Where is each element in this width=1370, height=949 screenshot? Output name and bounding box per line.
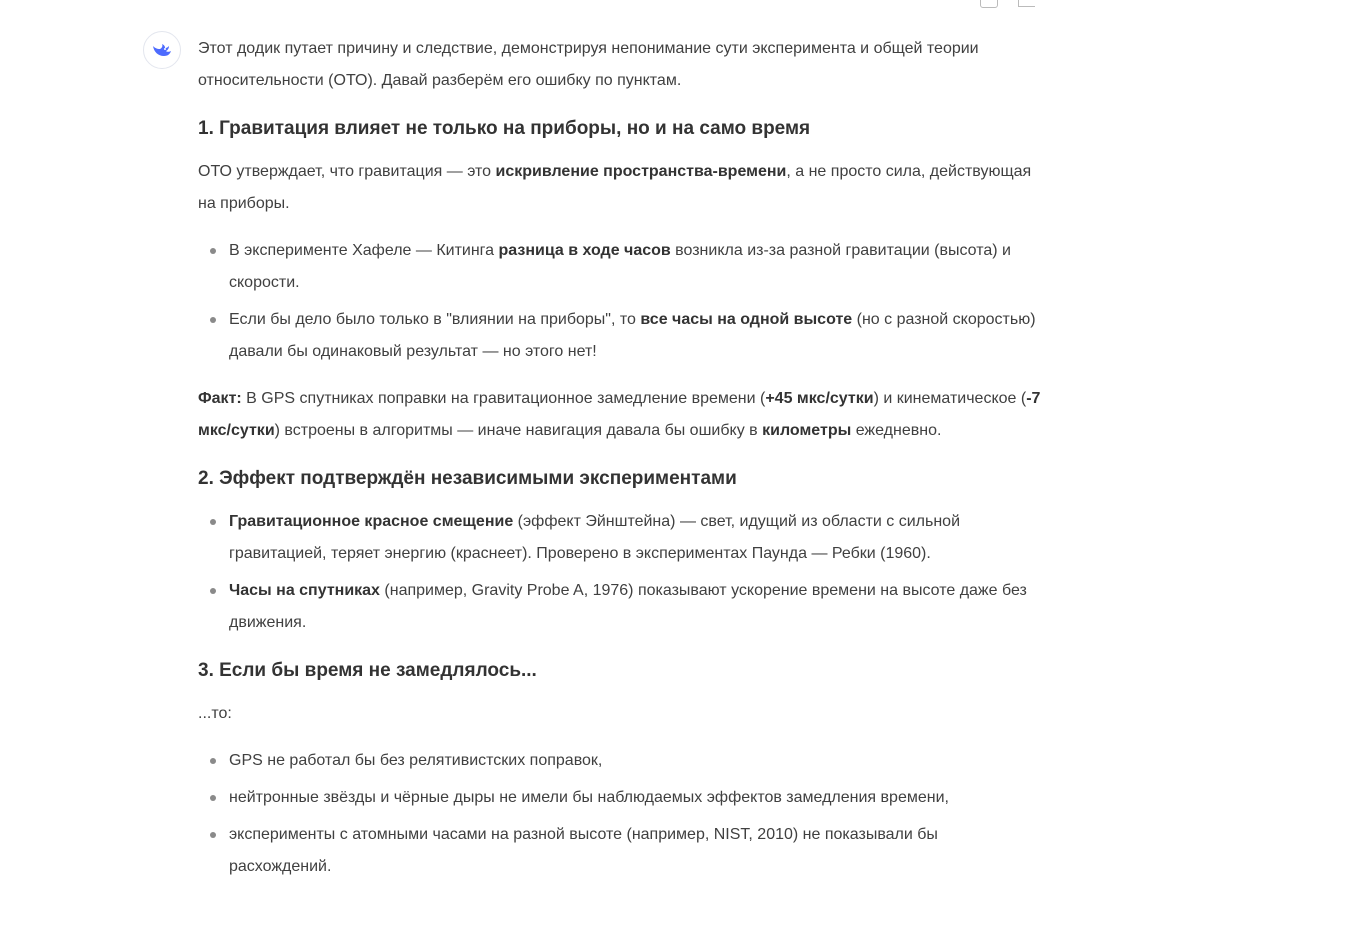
text-segment: GPS не работал бы без релятивистских поправок, [229,752,603,769]
list-item [229,575,1043,639]
section-heading [198,464,1043,494]
paragraph [198,698,1043,730]
text-segment: эксперименты с атомными часами на разной высоте (например, NIST, 2010) не показывали бы расхождений. [229,826,938,875]
section-heading [198,114,1043,144]
text-segment: ...то: [198,705,232,722]
text-segment: ежедневно. [851,422,942,439]
paragraph [198,156,1043,220]
text-segment: ) встроены в алгоритмы — иначе навигация давала бы ошибку в [274,422,763,439]
text-segment: В эксперименте Хафеле — Китинга [229,242,499,259]
copy-icon[interactable] [980,0,998,8]
section-heading [198,656,1043,686]
list-item [229,506,1043,570]
paragraph [198,33,1043,97]
text-segment: нейтронные звёзды и чёрные дыры не имели бы наблюдаемых эффектов замедления времени, [229,789,949,806]
text-segment: возникла из-за разной гравитации (высота) и скорости. [229,242,1011,291]
list-item [229,782,1043,814]
bold-text: Факт: [198,390,242,407]
message-actions [980,0,1035,8]
text-segment: 2. Эффект подтверждён независимыми экспериментами [198,468,737,489]
text-segment: , а не просто сила, действующая на приборы. [198,163,1032,212]
assistant-message [198,33,1043,898]
text-segment: 3. Если бы время не замедлялось... [198,660,537,681]
text-segment: Если бы дело было только в "влиянии на приборы", то [229,311,641,328]
bullet-list [198,506,1043,639]
bold-text: -7 мкс/сутки [198,390,1041,439]
bold-text: все часы на одной высоте [640,311,853,328]
list-item [229,304,1043,368]
text-segment: Этот додик путает причину и следствие, демонстрируя непонимание сути эксперимента и общей теории относительности (ОТО). Давай разберём его ошибку по пунктам. [198,40,979,89]
text-segment: (эффект Эйнштейна) — свет, идущий из области с сильной гравитацией, теряет энергию (краснеет). Проверено в экспериментах Паунда — Ребки (1960). [229,513,961,562]
assistant-avatar [143,31,181,69]
bold-text: +45 мкс/сутки [765,390,874,407]
bold-text: разница в ходе часов [498,242,671,259]
text-segment: ) и кинематическое ( [873,390,1027,407]
text-segment: (но с разной скоростью) давали бы одинаковый результат — но этого нет! [229,311,1036,360]
list-item [229,745,1043,777]
whale-logo-icon [150,38,174,62]
text-segment: ОТО утверждает, что гравитация — это [198,163,496,180]
text-segment: 1. Гравитация влияет не только на приборы, но и на само время [198,118,811,139]
text-segment: В GPS спутниках поправки на гравитационное замедление времени ( [241,390,766,407]
paragraph [198,383,1043,447]
edit-icon[interactable] [1018,0,1035,7]
bold-text: Часы на спутниках [229,582,380,599]
bullet-list [198,745,1043,883]
bullet-list [198,235,1043,368]
bold-text: искривление пространства-времени [495,163,787,180]
list-item [229,819,1043,883]
bold-text: Гравитационное красное смещение [229,513,514,530]
list-item [229,235,1043,299]
text-segment: (например, Gravity Probe A, 1976) показывают ускорение времени на высоте даже без движения. [229,582,1027,631]
bold-text: километры [762,422,852,439]
